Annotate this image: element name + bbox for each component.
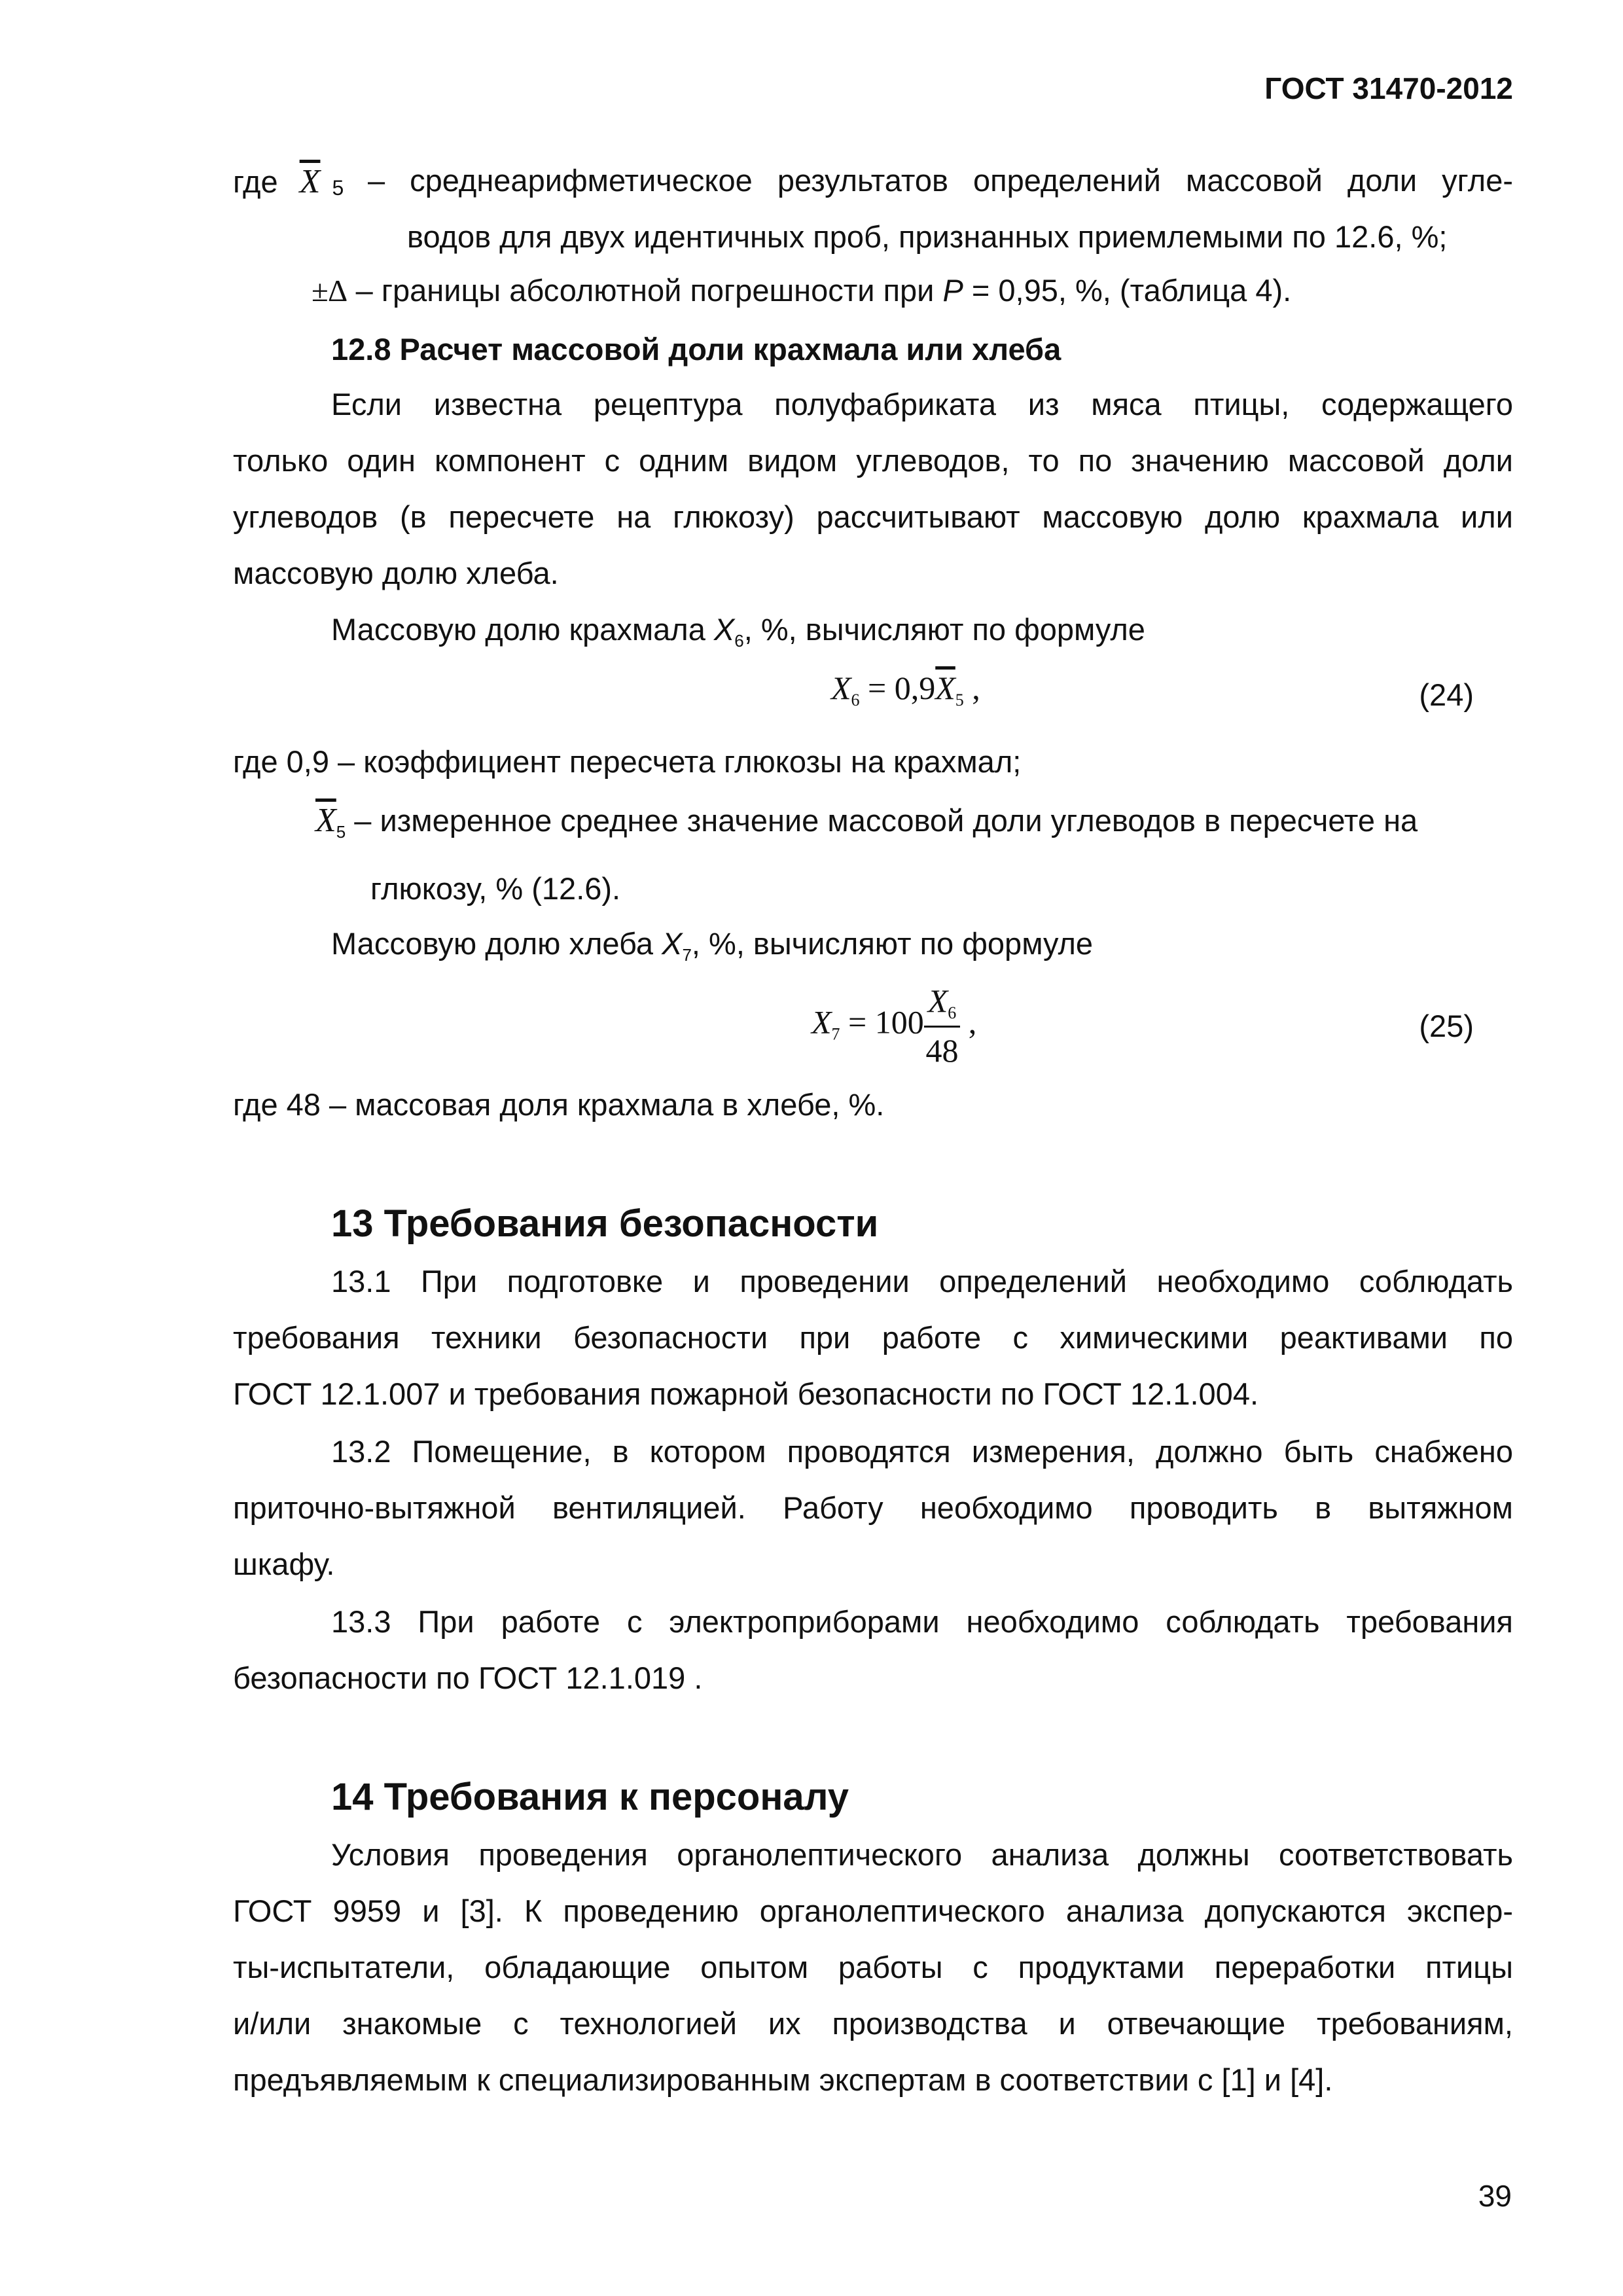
x7-sub: 7: [682, 945, 692, 965]
formula25-intro: [331, 928, 1093, 963]
p13-3-line1: 13.3 При работе с электроприборами необходимо соблюдать требования: [331, 1604, 1513, 1639]
f25-numerator: [924, 982, 961, 1028]
where-word: где: [233, 164, 278, 199]
p13-3-line2: безопасности по ГОСТ 12.1.019 .: [233, 1660, 703, 1695]
where25: где 48 – массовая доля крахмала в хлебе, %.: [233, 1087, 885, 1122]
delta-definition: [312, 275, 1291, 307]
p14-line5: предъявляемым к специализированным экспертам в соответствии с [1] и [4].: [233, 2062, 1333, 2097]
p13-2-line2: приточно-вытяжной вентиляцией. Работу необходимо проводить в вытяжном: [233, 1490, 1513, 1525]
x6-sub: 6: [734, 631, 744, 651]
p13-2-line3: шкафу.: [233, 1547, 335, 1581]
where24-x5-text: – измеренное среднее значение массовой доли углеводов в пересчете на: [346, 803, 1418, 838]
where24-x5-symbol: $\overline{X}$: [315, 802, 336, 839]
f24-lhs-sub: 6: [851, 691, 860, 709]
f25-num-sub: 6: [948, 1003, 957, 1022]
formula24-intro: [331, 614, 1145, 649]
delta-symbol: ±∆: [312, 274, 348, 308]
x6-var: X: [713, 612, 735, 647]
x5-definition-line2: водов для двух идентичных проб, признанных приемлемыми по 12.6, %;: [407, 219, 1448, 254]
f24-lhs: X: [831, 670, 851, 706]
p12-8-line4: массовую долю хлеба.: [233, 556, 559, 590]
f25-denominator: 48: [925, 1032, 959, 1069]
section-14-title: 14 Требования к персоналу: [331, 1776, 849, 1818]
p12-8-line1: Если известна рецептура полуфабриката из мяса птицы, содержащего: [331, 387, 1513, 422]
where24-x5-line2: глюкозу, % (12.6).: [370, 871, 621, 906]
formula-25: [812, 982, 976, 1069]
page-number: 39: [1478, 2179, 1512, 2213]
x7-var: X: [662, 926, 683, 961]
p14-line2: ГОСТ 9959 и [3]. К проведению органолептического анализа допускаются экспер-: [233, 1893, 1513, 1928]
f24-tail: ,: [963, 670, 980, 706]
p13-1-line2: требования техники безопасности при работе с химическими реактивами по: [233, 1320, 1513, 1355]
formula25-intro-a: Массовую долю хлеба: [331, 926, 662, 961]
f24-rhs: $\overline{X}$: [935, 670, 955, 706]
f24-rhs-sub: 5: [955, 691, 964, 709]
where24-x5-line1: [315, 804, 1418, 840]
p12-8-line2: только один компонент с одним видом углеводов, то по значению массовой доли: [233, 443, 1513, 478]
formula24-intro-b: , %, вычисляют по формуле: [743, 612, 1145, 647]
x5-subscript: 5: [332, 176, 344, 200]
document-header: ГОСТ 31470-2012: [1264, 71, 1513, 105]
p14-line4: и/или знакомые с технологией их производства и отвечающие требованиям,: [233, 2006, 1513, 2041]
p14-line3: ты-испытатели, обладающие опытом работы с продуктами переработки птицы: [233, 1950, 1513, 1984]
section-13-title: 13 Требования безопасности: [331, 1202, 879, 1245]
f25-tail: ,: [960, 1003, 977, 1041]
f25-lhs-sub: 7: [831, 1024, 840, 1044]
f24-eq: = 0,9: [859, 670, 936, 706]
p-variable: P: [942, 273, 963, 308]
f25-lhs: X: [812, 1003, 832, 1041]
where-x5-line1: [233, 165, 344, 199]
formula-24: [831, 669, 980, 710]
equation-number-24: (24): [1419, 677, 1474, 712]
equation-number-25: (25): [1419, 1009, 1474, 1043]
where24-x5-sub: 5: [336, 822, 346, 842]
f25-num-var: X: [927, 982, 948, 1019]
where24-coef: где 0,9 – коэффициент пересчета глюкозы на крахмал;: [233, 744, 1022, 779]
section-12-8-title: 12.8 Расчет массовой доли крахмала или хлеба: [331, 332, 1061, 367]
p14-line1: Условия проведения органолептического анализа должны соответствовать: [331, 1837, 1513, 1872]
x5-definition-line1: – среднеарифметическое результатов определений массовой доли угле-: [368, 163, 1513, 198]
f25-eq: = 100: [840, 1003, 924, 1041]
delta-text-a: – границы абсолютной погрешности при: [347, 273, 943, 308]
p12-8-line3: углеводов (в пересчете на глюкозу) рассчитывают массовую долю крахмала или: [233, 499, 1513, 534]
p13-2-line1: 13.2 Помещение, в котором проводятся измерения, должно быть снабжено: [331, 1434, 1513, 1469]
f25-fraction: [924, 982, 961, 1069]
formula24-intro-a: Массовую долю крахмала: [331, 612, 714, 647]
delta-text-b: = 0,95, %, (таблица 4).: [963, 273, 1292, 308]
x5-symbol: $\overline{X}$: [299, 163, 321, 200]
formula25-intro-b: , %, вычисляют по формуле: [691, 926, 1094, 961]
p13-1-line1: 13.1 При подготовке и проведении определений необходимо соблюдать: [331, 1264, 1513, 1299]
p13-1-line3: ГОСТ 12.1.007 и требования пожарной безопасности по ГОСТ 12.1.004.: [233, 1376, 1259, 1411]
